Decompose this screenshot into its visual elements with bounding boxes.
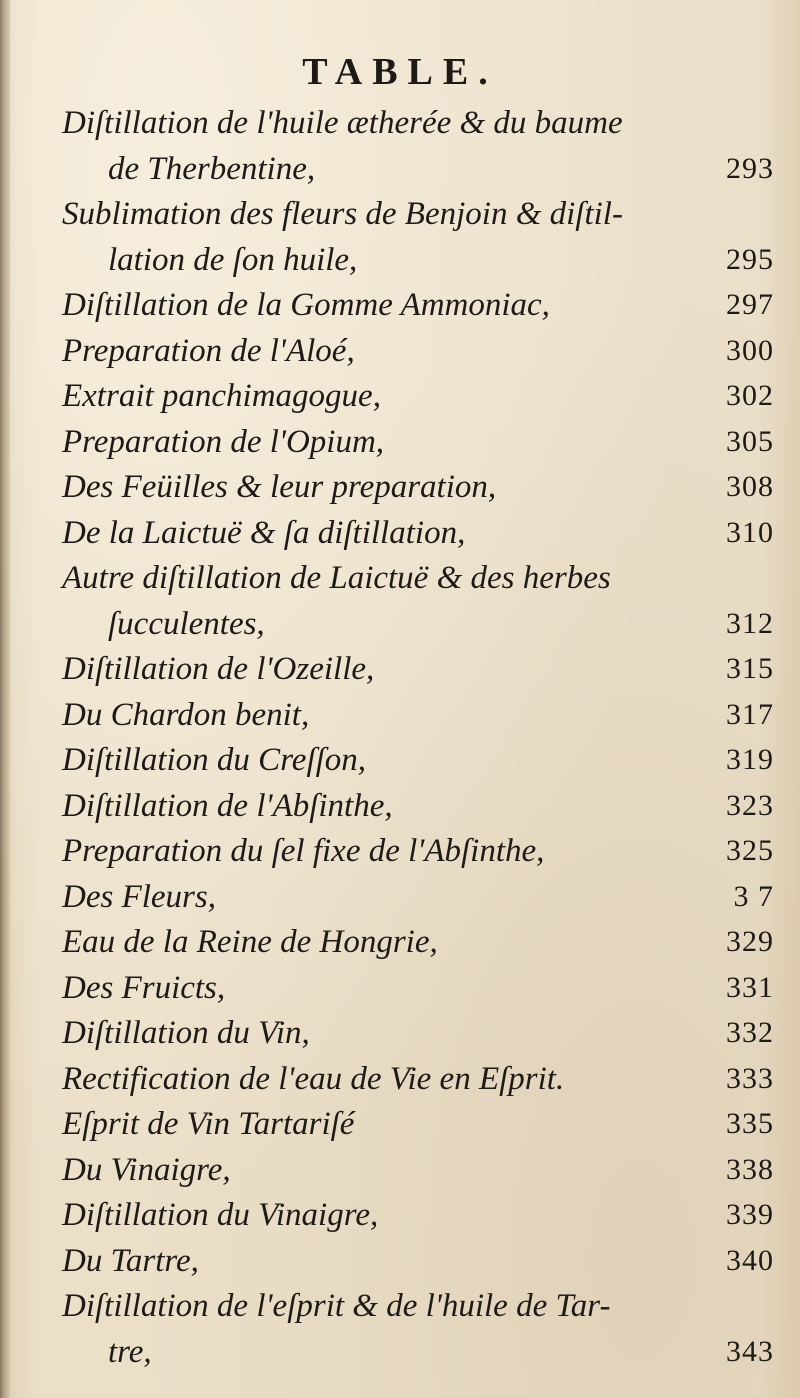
toc-entry-text: Diſtillation du Vin,: [62, 1015, 310, 1051]
toc-page-number: 293: [726, 151, 774, 185]
toc-page-number: 302: [726, 379, 774, 412]
toc-entry: [62, 100, 704, 146]
toc-page-number: 333: [726, 1061, 774, 1095]
toc-page-number: 329: [726, 925, 774, 958]
toc-page-number: 339: [726, 1198, 774, 1231]
toc-entry: [62, 464, 774, 510]
toc-entry-text: Des Feüilles & leur preparation,: [62, 469, 497, 505]
toc-entry-text: Extrait panchimagogue,: [62, 378, 381, 414]
toc-entry: [62, 373, 774, 419]
toc-entry-text: Des Fruicts,: [62, 969, 226, 1006]
toc-entry: [62, 1238, 774, 1284]
toc-entry: [62, 1056, 774, 1102]
toc-entry: [62, 1192, 774, 1238]
toc-page-number: 312: [726, 606, 774, 640]
toc-page-number: 310: [726, 515, 774, 549]
toc-entry-text: Diſtillation de la Gomme Ammoniac,: [62, 287, 550, 323]
toc-entry-text: Diſtillation de l'huile ætherée & du baume: [62, 105, 623, 141]
toc-entry: [62, 919, 774, 965]
toc-entry: [62, 555, 704, 601]
toc-entry-text: de Therbentine,: [108, 150, 316, 187]
toc-entry: [108, 1329, 774, 1375]
toc-entry: [108, 601, 774, 647]
toc-entry-text: tre,: [108, 1333, 152, 1370]
toc-entry-text: Diſtillation du Creſſon,: [62, 742, 367, 778]
toc-entry: [62, 510, 774, 556]
toc-entry-text: De la Laictuë & ſa diſtillation,: [62, 514, 466, 551]
toc-entry: [62, 646, 774, 692]
toc-page-number: 3 7: [733, 879, 774, 913]
toc-page-number: 332: [726, 1016, 774, 1049]
toc-entry: [62, 1101, 774, 1147]
toc-entry: [62, 692, 774, 738]
toc-page-number: 340: [726, 1243, 774, 1277]
toc-entry-text: Sublimation des fleurs de Benjoin & diſtil-: [62, 196, 623, 232]
toc-page-number: 323: [726, 788, 774, 822]
toc-entry-text: Eau de la Reine de Hongrie,: [62, 924, 438, 960]
toc-entry-text: Diſtillation de l'eſprit & de l'huile de Tar-: [62, 1288, 611, 1324]
toc-entry: [62, 874, 774, 920]
toc-page-number: 305: [726, 424, 774, 458]
toc-page-number: 331: [726, 970, 774, 1004]
toc-page-number: 308: [726, 470, 774, 503]
toc-entry-text: Rectification de l'eau de Vie en Eſprit.: [62, 1060, 565, 1097]
toc-entry: [62, 1010, 774, 1056]
toc-page-number: 338: [726, 1152, 774, 1186]
toc-entry-text: ſucculentes,: [108, 605, 265, 642]
toc-entry: [108, 237, 774, 283]
toc-entry-text: Du Chardon benit,: [62, 696, 310, 733]
toc-page-number: 315: [726, 652, 774, 685]
toc-entry-text: lation de ſon huile,: [108, 241, 358, 278]
toc-entry: [62, 191, 704, 237]
toc-entry-text: Autre diſtillation de Laictuë & des herbes: [62, 560, 611, 596]
toc-entry-text: Des Fleurs,: [62, 878, 216, 915]
toc-entry: [62, 1147, 774, 1193]
toc-page-number: 335: [726, 1107, 774, 1140]
toc-entry: [108, 146, 774, 192]
toc-page-number: 297: [726, 288, 774, 321]
toc-page-number: 317: [726, 697, 774, 731]
toc-entry-text: Preparation de l'Opium,: [62, 423, 385, 460]
toc-entry: [62, 783, 774, 829]
toc-entry: [62, 737, 774, 783]
toc-entry: [62, 282, 774, 328]
toc-entry: [62, 328, 774, 374]
toc-entry: [62, 828, 774, 874]
toc-entry-text: Diſtillation du Vinaigre,: [62, 1197, 379, 1233]
toc-entry-text: Preparation de l'Aloé,: [62, 332, 355, 369]
toc-page-number: 343: [726, 1334, 774, 1368]
toc-entry: [62, 965, 774, 1011]
toc-entry: [62, 1283, 704, 1329]
toc-page-number: 300: [726, 333, 774, 367]
toc-page-number: 295: [726, 242, 774, 276]
toc-entry: [62, 419, 774, 465]
toc-entry-text: Eſprit de Vin Tartariſé: [62, 1106, 355, 1142]
page-title: TABLE.: [302, 51, 498, 93]
toc-page-number: 325: [726, 834, 774, 867]
toc-entry-text: Diſtillation de l'Ozeille,: [62, 651, 375, 687]
toc-entry-text: Preparation du ſel fixe de l'Abſinthe,: [62, 833, 545, 869]
toc-entry-text: Du Tartre,: [62, 1242, 199, 1279]
toc-page-number: 319: [726, 743, 774, 776]
toc-entry-text: Diſtillation de l'Abſinthe,: [62, 787, 393, 824]
toc-entry-text: Du Vinaigre,: [62, 1151, 231, 1188]
